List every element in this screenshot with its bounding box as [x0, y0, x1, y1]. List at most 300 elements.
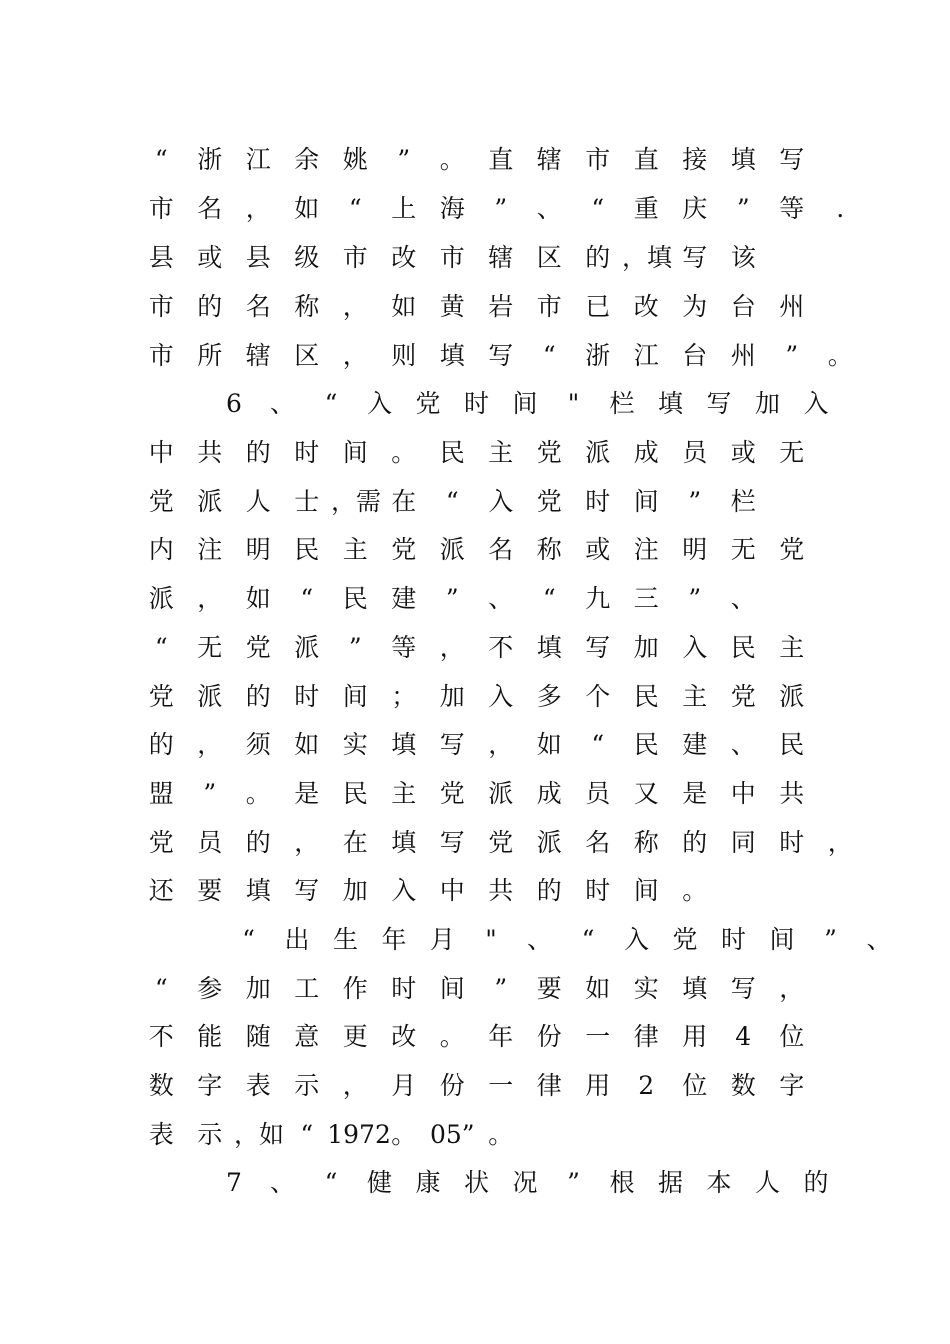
text-glyph: 等 — [391, 633, 417, 662]
text-glyph: 区 — [294, 341, 320, 370]
text-glyph: 、 — [866, 925, 892, 954]
text-glyph: 生 — [333, 925, 359, 954]
text-glyph: 入 — [488, 682, 514, 711]
text-glyph: 如 — [585, 974, 611, 1003]
text-glyph: 民 — [439, 438, 465, 467]
text-glyph: 市 — [148, 292, 174, 321]
text-glyph: ” — [494, 194, 508, 223]
text-glyph: 余 — [294, 145, 320, 174]
text-line-10 — [0, 579, 950, 619]
text-glyph: 间 — [769, 925, 795, 954]
text-glyph: 市 — [342, 243, 368, 272]
text-glyph: 派 — [536, 828, 562, 857]
text-glyph: 州 — [779, 292, 805, 321]
text-glyph: 员 — [585, 779, 611, 808]
text-glyph: 。 — [827, 341, 853, 370]
text-glyph: ， — [779, 974, 805, 1003]
text-glyph: 示 — [197, 1120, 223, 1149]
text-glyph: 中 — [148, 438, 174, 467]
text-glyph: " — [485, 925, 497, 954]
text-glyph: 市 — [148, 341, 174, 370]
text-glyph: 入 — [803, 389, 829, 418]
text-glyph: 入 — [391, 876, 417, 905]
text-glyph: “ — [300, 584, 314, 613]
text-glyph: 市 — [585, 145, 611, 174]
text-glyph: 如 — [294, 730, 320, 759]
text-glyph: 填 — [682, 974, 708, 1003]
text-glyph: “ — [324, 1168, 338, 1197]
text-glyph: 不 — [488, 633, 514, 662]
text-line-7 — [0, 433, 950, 473]
text-glyph: 注 — [633, 535, 659, 564]
text-glyph: 员 — [682, 438, 708, 467]
text-line-6 — [0, 384, 950, 424]
text-line-12 — [0, 677, 950, 717]
text-glyph: 改 — [391, 1022, 417, 1051]
text-glyph: 、 — [536, 194, 562, 223]
text-glyph: 本 — [706, 1168, 732, 1197]
text-glyph: 、 — [269, 389, 295, 418]
text-glyph: 出 — [284, 925, 310, 954]
text-glyph: 重 — [633, 194, 659, 223]
text-glyph: 改 — [391, 243, 417, 272]
text-glyph: ” — [494, 974, 508, 1003]
text-glyph: 称 — [633, 828, 659, 857]
text-glyph: 时 — [463, 389, 489, 418]
text-glyph: 月 — [430, 925, 456, 954]
text-glyph: 填 — [730, 145, 756, 174]
text-glyph: 间 — [439, 974, 465, 1003]
text-glyph: 中 — [730, 779, 756, 808]
text-glyph: ， — [245, 194, 271, 223]
text-glyph: 浙 — [585, 341, 611, 370]
text-glyph: ” — [688, 584, 702, 613]
text-glyph: 实 — [342, 730, 368, 759]
text-glyph: 接 — [682, 145, 708, 174]
text-glyph: 。 — [488, 1120, 514, 1149]
text-line-3 — [0, 238, 950, 278]
text-glyph: “ — [154, 974, 168, 1003]
text-glyph: 同 — [730, 828, 756, 857]
text-glyph: 党 — [672, 925, 698, 954]
text-glyph: 民 — [633, 682, 659, 711]
text-glyph: 6 — [226, 389, 242, 418]
text-glyph: 县 — [148, 243, 174, 272]
text-glyph: ” — [203, 779, 217, 808]
text-glyph: 姚 — [342, 145, 368, 174]
text-glyph: 要 — [536, 974, 562, 1003]
text-glyph: 作 — [342, 974, 368, 1003]
text-line-1 — [0, 140, 950, 180]
text-glyph: 改 — [633, 292, 659, 321]
text-glyph: 加 — [439, 682, 465, 711]
text-glyph: 写 — [439, 730, 465, 759]
text-glyph: 填 — [536, 633, 562, 662]
text-glyph: 或 — [197, 243, 223, 272]
text-glyph: 派 — [439, 535, 465, 564]
text-glyph: 人 — [754, 1168, 780, 1197]
text-glyph: 。 — [439, 1022, 465, 1051]
text-glyph: 入 — [488, 487, 514, 516]
text-glyph: 江 — [633, 341, 659, 370]
text-line-11 — [0, 628, 950, 668]
text-glyph: 加 — [633, 633, 659, 662]
text-glyph: 表 — [245, 1071, 271, 1100]
text-glyph: 。 — [245, 779, 271, 808]
text-glyph: 填 — [245, 876, 271, 905]
text-glyph: 加 — [754, 389, 780, 418]
text-glyph: 区 — [536, 243, 562, 272]
text-glyph: 名 — [585, 828, 611, 857]
text-line-16 — [0, 871, 950, 911]
text-line-8 — [0, 482, 950, 522]
text-glyph: 共 — [488, 876, 514, 905]
text-glyph: 康 — [415, 1168, 441, 1197]
text-glyph: ， — [488, 730, 514, 759]
text-glyph: 建 — [682, 730, 708, 759]
text-glyph: 市 — [148, 194, 174, 223]
text-glyph: 间 — [342, 682, 368, 711]
text-glyph: 州 — [730, 341, 756, 370]
text-glyph: 年 — [488, 1022, 514, 1051]
text-glyph: 无 — [730, 535, 756, 564]
text-glyph: 直 — [633, 145, 659, 174]
text-glyph: “ — [300, 1120, 314, 1149]
text-glyph: 党 — [439, 779, 465, 808]
text-glyph: 况 — [512, 1168, 538, 1197]
text-glyph: 主 — [342, 535, 368, 564]
text-glyph: 能 — [197, 1022, 223, 1051]
text-glyph: 不 — [148, 1022, 174, 1051]
text-glyph: 用 — [585, 1071, 611, 1100]
text-glyph: 党 — [391, 535, 417, 564]
text-glyph: 间 — [512, 389, 538, 418]
text-glyph: 则 — [391, 341, 417, 370]
text-glyph: 海 — [439, 194, 465, 223]
text-glyph: ，需 — [331, 487, 382, 516]
text-glyph: 、 — [269, 1168, 295, 1197]
text-glyph: 实 — [633, 974, 659, 1003]
text-glyph: “ — [154, 633, 168, 662]
text-glyph: 名 — [197, 194, 223, 223]
text-glyph: 辖 — [245, 341, 271, 370]
text-glyph: 时 — [294, 682, 320, 711]
text-glyph: 主 — [682, 682, 708, 711]
text-glyph: 写 — [439, 828, 465, 857]
text-line-19 — [0, 1017, 950, 1057]
text-glyph: 时 — [585, 487, 611, 516]
text-glyph: 所 — [197, 341, 223, 370]
text-glyph: 的 — [148, 730, 174, 759]
text-glyph: 党 — [148, 487, 174, 516]
text-glyph: 九 — [585, 584, 611, 613]
text-glyph: 成 — [536, 779, 562, 808]
text-glyph: 是 — [682, 779, 708, 808]
text-glyph: 、 — [730, 730, 756, 759]
text-glyph: 又 — [633, 779, 659, 808]
text-glyph: ， — [197, 584, 223, 613]
text-glyph: 2 — [638, 1071, 655, 1100]
text-glyph: 示 — [294, 1071, 320, 1100]
text-glyph: ” — [785, 341, 799, 370]
text-glyph: 建 — [391, 584, 417, 613]
text-glyph: 填 — [391, 730, 417, 759]
text-glyph: 健 — [366, 1168, 392, 1197]
text-line-21 — [0, 1115, 950, 1155]
text-glyph: 党 — [779, 535, 805, 564]
text-glyph: 三 — [633, 584, 659, 613]
text-glyph: 明 — [682, 535, 708, 564]
text-glyph: 称 — [294, 292, 320, 321]
text-glyph: 派 — [197, 487, 223, 516]
text-glyph: 。 — [439, 145, 465, 174]
text-glyph: 状 — [463, 1168, 489, 1197]
text-glyph: 写 — [779, 145, 805, 174]
text-glyph: ， — [197, 730, 223, 759]
text-glyph: ” — [348, 633, 362, 662]
text-glyph: 的 — [245, 682, 271, 711]
text-glyph: “ — [154, 145, 168, 174]
text-glyph: “ — [348, 194, 362, 223]
text-glyph: 党 — [730, 682, 756, 711]
text-glyph: ” — [824, 925, 837, 954]
text-glyph: 位 — [779, 1022, 805, 1051]
text-glyph: 、 — [527, 925, 553, 954]
text-glyph: 的 — [803, 1168, 829, 1197]
text-glyph: 如 — [294, 194, 320, 223]
text-glyph: 间 — [342, 438, 368, 467]
text-glyph: 须 — [245, 730, 271, 759]
text-glyph: ， — [342, 1071, 368, 1100]
text-line-15 — [0, 823, 950, 863]
text-glyph: 填 — [439, 341, 465, 370]
text-glyph: 时 — [721, 925, 747, 954]
text-glyph: 名 — [488, 535, 514, 564]
text-glyph: 入 — [682, 633, 708, 662]
text-glyph: 时 — [391, 974, 417, 1003]
text-glyph: 月 — [391, 1071, 417, 1100]
text-glyph: 用 — [682, 1022, 708, 1051]
text-glyph: 一 — [488, 1071, 514, 1100]
text-glyph: 直 — [488, 145, 514, 174]
text-glyph: 05” — [429, 1120, 475, 1149]
text-glyph: 内 — [148, 535, 174, 564]
text-glyph: 派 — [294, 633, 320, 662]
text-glyph: 明 — [245, 535, 271, 564]
text-glyph: 年 — [381, 925, 407, 954]
text-line-9 — [0, 530, 950, 570]
text-glyph: 派 — [779, 682, 805, 711]
text-glyph: 入 — [624, 925, 650, 954]
text-glyph: 岩 — [488, 292, 514, 321]
text-glyph: 意 — [294, 1022, 320, 1051]
text-glyph: 共 — [197, 438, 223, 467]
text-glyph: 写 — [294, 876, 320, 905]
text-glyph: 填 — [391, 828, 417, 857]
text-glyph: 加 — [342, 876, 368, 905]
text-glyph: 市 — [439, 243, 465, 272]
text-glyph: 浙 — [197, 145, 223, 174]
text-glyph: “ — [591, 194, 605, 223]
text-glyph: 市 — [536, 292, 562, 321]
text-glyph: 主 — [779, 633, 805, 662]
text-glyph: “ — [591, 730, 605, 759]
text-glyph: 民 — [633, 730, 659, 759]
text-glyph: ” — [567, 1168, 580, 1197]
text-glyph: " — [567, 389, 580, 418]
text-glyph: 派 — [197, 682, 223, 711]
text-glyph: 栏 — [730, 487, 756, 516]
text-glyph: 为 — [682, 292, 708, 321]
text-glyph: 党 — [488, 828, 514, 857]
text-glyph: 辖 — [536, 145, 562, 174]
text-glyph: 级 — [294, 243, 320, 272]
text-glyph: 等 — [779, 194, 805, 223]
text-line-4 — [0, 287, 950, 327]
text-glyph: 律 — [633, 1022, 659, 1051]
text-glyph: 写 — [730, 974, 756, 1003]
text-glyph: 写 — [488, 341, 514, 370]
text-glyph: 上 — [391, 194, 417, 223]
text-glyph: 。 — [391, 1120, 417, 1149]
text-glyph: 党 — [536, 438, 562, 467]
text-glyph: 派 — [148, 584, 174, 613]
text-glyph: 台 — [682, 341, 708, 370]
text-glyph: “ — [542, 341, 556, 370]
text-glyph: 民 — [294, 535, 320, 564]
text-glyph: 是 — [294, 779, 320, 808]
text-glyph: 一 — [585, 1022, 611, 1051]
text-glyph: 填 — [657, 389, 683, 418]
text-glyph: 、 — [730, 584, 756, 613]
text-glyph: ” — [445, 584, 459, 613]
text-glyph: 还 — [148, 876, 174, 905]
text-glyph: “ — [324, 389, 338, 418]
text-line-14 — [0, 774, 950, 814]
text-glyph: ； — [391, 682, 417, 711]
text-glyph: 的 — [245, 828, 271, 857]
text-glyph: 共 — [779, 779, 805, 808]
text-glyph: ， — [439, 633, 465, 662]
text-glyph: 党 — [148, 828, 174, 857]
text-glyph: 党 — [415, 389, 441, 418]
text-glyph: 党 — [148, 682, 174, 711]
text-glyph: 份 — [536, 1022, 562, 1051]
text-line-13 — [0, 725, 950, 765]
text-glyph: 写 — [706, 389, 732, 418]
text-glyph: 盟 — [148, 779, 174, 808]
text-glyph: 主 — [391, 779, 417, 808]
text-glyph: ， — [827, 828, 853, 857]
text-glyph: 入 — [366, 389, 392, 418]
text-glyph: ” — [688, 487, 702, 516]
text-glyph: 中 — [439, 876, 465, 905]
text-glyph: 民 — [342, 584, 368, 613]
text-glyph: 工 — [294, 974, 320, 1003]
text-glyph: 士 — [294, 487, 320, 516]
text-glyph: 庆 — [682, 194, 708, 223]
text-glyph: 如 — [536, 730, 562, 759]
text-glyph: 写 — [585, 633, 611, 662]
text-glyph: 党 — [245, 633, 271, 662]
text-glyph: 称 — [536, 535, 562, 564]
text-glyph: 。 — [682, 876, 708, 905]
text-glyph: 数 — [148, 1071, 174, 1100]
text-glyph: 加 — [245, 974, 271, 1003]
text-glyph: 7 — [226, 1168, 242, 1197]
text-glyph: 字 — [197, 1071, 223, 1100]
text-glyph: 多 — [536, 682, 562, 711]
text-glyph: 辖 — [488, 243, 514, 272]
text-glyph: 在 — [342, 828, 368, 857]
text-glyph: 写 — [682, 243, 708, 272]
text-glyph: 更 — [342, 1022, 368, 1051]
text-glyph: 在 — [391, 487, 417, 516]
text-glyph: 的 — [536, 876, 562, 905]
text-glyph: 县 — [245, 243, 271, 272]
text-glyph: 的 — [585, 243, 611, 272]
text-glyph: 。 — [391, 438, 417, 467]
text-glyph: 无 — [779, 438, 805, 467]
text-glyph: 黄 — [439, 292, 465, 321]
text-glyph: 的 — [682, 828, 708, 857]
text-glyph: 位 — [682, 1071, 708, 1100]
text-glyph: 成 — [633, 438, 659, 467]
text-glyph: 党 — [536, 487, 562, 516]
text-glyph: 民 — [779, 730, 805, 759]
text-glyph: 要 — [197, 876, 223, 905]
text-glyph: 如 — [245, 584, 271, 613]
text-line-18 — [0, 969, 950, 1009]
text-glyph: 根 — [609, 1168, 635, 1197]
text-glyph: 台 — [730, 292, 756, 321]
text-glyph: 或 — [730, 438, 756, 467]
text-glyph: ， — [342, 292, 368, 321]
text-glyph: . — [836, 194, 845, 223]
text-glyph: 江 — [245, 145, 271, 174]
text-glyph: 如 — [391, 292, 417, 321]
text-glyph: 时 — [779, 828, 805, 857]
text-line-20 — [0, 1066, 950, 1106]
text-glyph: ” — [736, 194, 750, 223]
text-glyph: ，填 — [622, 243, 673, 272]
text-glyph: 4 — [735, 1022, 752, 1051]
text-glyph: 时 — [294, 438, 320, 467]
text-glyph: 主 — [488, 438, 514, 467]
text-glyph: 栏 — [609, 389, 635, 418]
text-glyph: “ — [242, 925, 255, 954]
text-glyph: 据 — [657, 1168, 683, 1197]
text-glyph: 派 — [585, 438, 611, 467]
text-line-5 — [0, 336, 950, 376]
text-glyph: 个 — [585, 682, 611, 711]
text-glyph: 字 — [779, 1071, 805, 1100]
text-glyph: 无 — [197, 633, 223, 662]
text-glyph: 员 — [197, 828, 223, 857]
text-glyph: 派 — [488, 779, 514, 808]
text-glyph: ” — [397, 145, 411, 174]
text-glyph: 间 — [633, 876, 659, 905]
text-glyph: ， — [342, 341, 368, 370]
text-glyph: 或 — [585, 535, 611, 564]
text-glyph: ，如 — [234, 1120, 285, 1149]
text-glyph: “ — [581, 925, 595, 954]
text-glyph: 律 — [536, 1071, 562, 1100]
text-glyph: 数 — [730, 1071, 756, 1100]
text-line-22 — [0, 1163, 950, 1203]
text-glyph: 的 — [245, 438, 271, 467]
text-glyph: 已 — [585, 292, 611, 321]
